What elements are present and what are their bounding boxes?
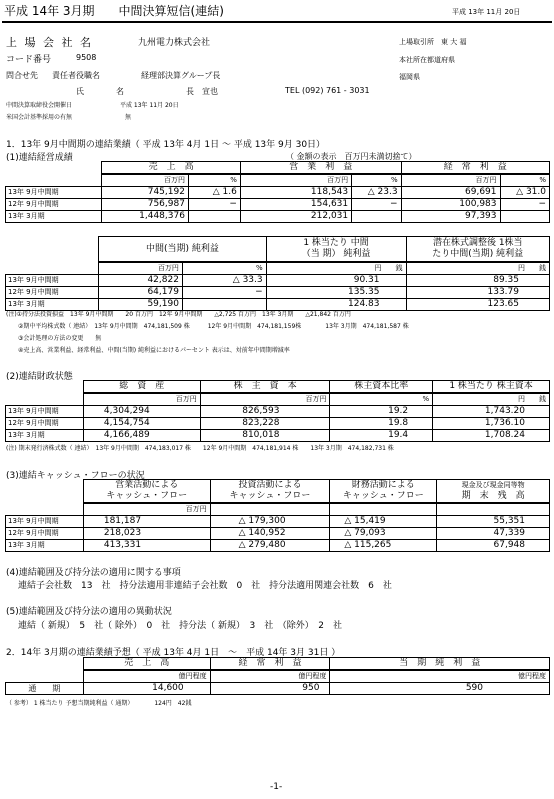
op-change bbox=[352, 211, 401, 223]
assets-value: 4,304,294 bbox=[83, 406, 200, 418]
row-label: 13年 3月期 bbox=[6, 540, 84, 552]
sales-value: 745,192 bbox=[102, 187, 189, 199]
unit-million-yen: 百万円 bbox=[240, 174, 351, 187]
page-number: -1- bbox=[270, 782, 283, 792]
contact-label: 問合せ先 bbox=[6, 71, 38, 80]
unit-note: （ 金額の表示 百万円未満切捨て） bbox=[286, 152, 417, 161]
header-sales: 売 上 高 bbox=[102, 162, 240, 175]
header-investing-cf-line2: キャッシュ・フロー bbox=[229, 491, 311, 501]
unit-yen-sen: 円 銭 bbox=[266, 262, 406, 275]
unit-percent: % bbox=[352, 174, 401, 187]
unit-percent: % bbox=[500, 174, 550, 187]
row-label: 13年 9月中間期 bbox=[6, 275, 99, 287]
row-label: 13年 9月中間期 bbox=[6, 406, 84, 418]
investing-cf-value: △ 140,952 bbox=[210, 528, 330, 540]
cash-flow-table bbox=[5, 479, 550, 552]
section1-title: 1．13年 9月中間期の連結業績（ 平成 13年 4月 1日 〜 平成 13年 9月 30日） bbox=[6, 140, 326, 150]
note-equity-method: (注)①持分法投資損益 13年 9月中間期 20 百万円 12年 9月中間期 △2,725 百万円 13年 3月期 △21,842 百万円 bbox=[6, 311, 351, 318]
ratio-value: 19.2 bbox=[330, 406, 433, 418]
header-operating-cf-line2: キャッシュ・フロー bbox=[106, 491, 188, 501]
document-title: 平成 14年 3月期 中間決算短信(連結) bbox=[4, 4, 224, 18]
board-date: 平成 13年 11月 20日 bbox=[120, 102, 179, 109]
header-ordinary-income: 経 常 利 益 bbox=[401, 162, 549, 175]
unit-oku-yen: 億円程度 bbox=[83, 670, 210, 683]
note-accounting-change: ③会計処理の方法の変更 無 bbox=[6, 335, 102, 342]
unit-yen-sen: 円 銭 bbox=[433, 393, 550, 406]
title-rule bbox=[2, 21, 552, 23]
header-operating-cf-line1: 営業活動による bbox=[115, 480, 179, 490]
code-number: 9508 bbox=[76, 53, 97, 62]
row-label: 13年 3月期 bbox=[6, 299, 99, 311]
header-forecast-ordinary: 経 常 利 益 bbox=[210, 658, 330, 671]
ord-change bbox=[500, 211, 550, 223]
assets-value: 4,154,754 bbox=[83, 418, 200, 430]
table-row bbox=[6, 406, 550, 418]
code-label: コード番号 bbox=[6, 55, 52, 65]
row-label: 13年 3月期 bbox=[6, 211, 102, 223]
row-label: 12年 9月中間期 bbox=[6, 199, 102, 211]
contact-title: 経理部決算グループ長 bbox=[141, 71, 221, 80]
table-row bbox=[6, 430, 550, 442]
equity-value: 826,593 bbox=[200, 406, 330, 418]
section4-body: 連結子会社数 13 社 持分法適用非連結子会社数 0 社 持分法適用関連会社数 6 社 bbox=[18, 581, 392, 591]
ord-change: △ 31.0 bbox=[500, 187, 550, 199]
section2-title: (2)連結財政状態 bbox=[6, 372, 73, 382]
section5-title: (5)連結範囲及び持分法の適用の異動状況 bbox=[6, 607, 172, 617]
table-row bbox=[6, 418, 550, 430]
table-row bbox=[6, 540, 550, 552]
unit-percent: % bbox=[188, 174, 240, 187]
ord-value: 100,983 bbox=[401, 199, 500, 211]
company-name: 九州電力株式会社 bbox=[138, 38, 211, 48]
header-equity: 株 主 資 本 bbox=[200, 381, 330, 394]
financing-cf-value: △ 115,265 bbox=[330, 540, 437, 552]
unit-oku-yen: 億円程度 bbox=[210, 670, 330, 683]
financing-cf-value: △ 79,093 bbox=[330, 528, 437, 540]
section1-subtitle: (1)連結経営成績 bbox=[6, 153, 73, 163]
table-row bbox=[6, 287, 550, 299]
forecast-ordinary-value: 950 bbox=[210, 683, 330, 695]
board-date-label: 中間決算取締役会開催日 bbox=[6, 102, 73, 109]
row-label: 12年 9月中間期 bbox=[6, 287, 99, 299]
header-eps-line2: （当 期） 純利益 bbox=[301, 249, 371, 259]
row-label: 13年 3月期 bbox=[6, 430, 84, 442]
diluted-eps-value: 123.65 bbox=[406, 299, 550, 311]
unit-million-yen: 百万円 bbox=[83, 503, 210, 516]
unit-million-yen: 百万円 bbox=[83, 393, 200, 406]
section5-body: 連結（ 新規） 5 社（ 除外） 0 社 持分法（ 新規） 3 社 （除外） 2 社 bbox=[18, 621, 342, 631]
net-value: 64,179 bbox=[99, 287, 183, 299]
sales-change: − bbox=[188, 199, 240, 211]
bps-value: 1,708.24 bbox=[433, 430, 550, 442]
forecast-sales-value: 14,600 bbox=[83, 683, 210, 695]
forecast-net-value: 590 bbox=[330, 683, 550, 695]
hq-label: 本社所在都道府県 bbox=[399, 56, 455, 64]
sales-change: △ 1.6 bbox=[188, 187, 240, 199]
name-label: 氏 名 bbox=[76, 87, 124, 96]
unit-million-yen: 百万円 bbox=[401, 174, 500, 187]
net-change: − bbox=[182, 287, 266, 299]
ord-change: − bbox=[500, 199, 550, 211]
telephone: TEL (092) 761 - 3031 bbox=[285, 86, 370, 95]
unit-percent: % bbox=[330, 393, 433, 406]
header-financing-cf-line2: キャッシュ・フロー bbox=[342, 491, 424, 501]
ratio-value: 19.4 bbox=[330, 430, 433, 442]
op-value: 154,631 bbox=[240, 199, 351, 211]
net-change: △ 33.3 bbox=[182, 275, 266, 287]
ord-value: 97,393 bbox=[401, 211, 500, 223]
contact-name: 長 宣也 bbox=[186, 87, 218, 96]
unit-percent: % bbox=[182, 262, 266, 275]
eps-value: 90.31 bbox=[266, 275, 406, 287]
investing-cf-value: △ 279,480 bbox=[210, 540, 330, 552]
note-average-shares: ②期中平均株式数（ 連結） 13年 9月中間期 474,181,509 株 12年 9月中間期 474,181,159株 13年 3月期 474,181,587 株 bbox=[6, 323, 409, 330]
header-eps-line1: 1 株当たり 中間 bbox=[303, 238, 369, 248]
company-label: 上 場 会 社 名 bbox=[6, 36, 93, 49]
investing-cf-value: △ 179,300 bbox=[210, 516, 330, 528]
section4-title: (4)連結範囲及び持分法の適用に関する事項 bbox=[6, 568, 181, 578]
op-value: 212,031 bbox=[240, 211, 351, 223]
header-investing-cf-line1: 投資活動による bbox=[238, 480, 302, 490]
equity-value: 823,228 bbox=[200, 418, 330, 430]
header-forecast-net: 当 期 純 利 益 bbox=[330, 658, 550, 671]
sales-value: 756,987 bbox=[102, 199, 189, 211]
note-percent-display: ④売上高、営業利益、経常利益、中間(当期) 純利益におけるパーセント 表示は、対前年中間期増減率 bbox=[6, 347, 290, 354]
operating-cf-value: 218,023 bbox=[83, 528, 210, 540]
forecast-title: 2．14年 3月期の連結業績予想（ 平成 13年 4月 1日 〜 平成 14年 3月 31日 ） bbox=[6, 648, 341, 658]
net-value: 42,822 bbox=[99, 275, 183, 287]
row-label: 12年 9月中間期 bbox=[6, 528, 84, 540]
unit-million-yen: 百万円 bbox=[102, 174, 189, 187]
unit-oku-yen: 億円程度 bbox=[330, 670, 550, 683]
cash-balance-value: 55,351 bbox=[437, 516, 550, 528]
header-cash-line1: 現金及び現金同等物 bbox=[461, 481, 525, 489]
sales-change bbox=[188, 211, 240, 223]
operating-cf-value: 413,331 bbox=[83, 540, 210, 552]
cash-balance-value: 47,339 bbox=[437, 528, 550, 540]
header-forecast-sales: 売 上 高 bbox=[83, 658, 210, 671]
header-bps: 1 株当たり 株主資本 bbox=[433, 381, 550, 394]
cash-balance-value: 67,948 bbox=[437, 540, 550, 552]
operating-results-table bbox=[5, 161, 550, 223]
table-row bbox=[6, 275, 550, 287]
table-row bbox=[6, 199, 550, 211]
stock-exchange: 上場取引所 東 大 福 bbox=[399, 38, 467, 46]
note-shares-outstanding: (注) 期末発行済株式数（ 連結） 13年 9月中間期 474,183,017 株 12年 9月中間期 474,181,914 株 13年 3月期 474,182,731 株 bbox=[6, 445, 394, 452]
contact-title-label: 責任者役職名 bbox=[52, 71, 100, 80]
table-row bbox=[6, 683, 550, 695]
table-row bbox=[6, 187, 550, 199]
report-date: 平成 13年 11月 20日 bbox=[452, 8, 521, 16]
section3-title: (3)連結キャッシュ・フローの状況 bbox=[6, 471, 145, 481]
assets-value: 4,166,489 bbox=[83, 430, 200, 442]
bps-value: 1,736.10 bbox=[433, 418, 550, 430]
eps-value: 135.35 bbox=[266, 287, 406, 299]
row-label: 13年 9月中間期 bbox=[6, 516, 84, 528]
header-financing-cf-line1: 財務活動による bbox=[351, 480, 415, 490]
ord-value: 69,691 bbox=[401, 187, 500, 199]
header-cash-line2: 期 末 残 高 bbox=[461, 491, 525, 501]
header-operating-income: 営 業 利 益 bbox=[240, 162, 401, 175]
eps-value: 124.83 bbox=[266, 299, 406, 311]
net-value: 59,190 bbox=[99, 299, 183, 311]
header-total-assets: 総 資 産 bbox=[83, 381, 200, 394]
diluted-eps-value: 133.79 bbox=[406, 287, 550, 299]
us-gaap-label: 米国会計基準採用の有無 bbox=[6, 114, 73, 121]
header-net-income: 中間(当期) 純利益 bbox=[99, 237, 266, 263]
header-equity-ratio: 株主資本比率 bbox=[330, 381, 433, 394]
op-value: 118,543 bbox=[240, 187, 351, 199]
equity-value: 810,018 bbox=[200, 430, 330, 442]
forecast-eps-reference: （ 参考） 1 株当たり 予想当期純利益（ 通期） 124円 42銭 bbox=[6, 700, 192, 707]
row-label: 13年 9月中間期 bbox=[6, 187, 102, 199]
table-row bbox=[6, 516, 550, 528]
unit-million-yen: 百万円 bbox=[200, 393, 330, 406]
row-label: 12年 9月中間期 bbox=[6, 418, 84, 430]
forecast-table bbox=[5, 657, 550, 695]
header-diluted-eps-line1: 潜在株式調整後 1株当 bbox=[432, 238, 523, 248]
bps-value: 1,743.20 bbox=[433, 406, 550, 418]
us-gaap-value: 無 bbox=[125, 114, 132, 121]
net-income-table bbox=[5, 236, 550, 311]
financing-cf-value: △ 15,419 bbox=[330, 516, 437, 528]
hq-prefecture: 福岡県 bbox=[399, 73, 420, 81]
ratio-value: 19.8 bbox=[330, 418, 433, 430]
table-row bbox=[6, 211, 550, 223]
op-change: △ 23.3 bbox=[352, 187, 401, 199]
unit-million-yen: 百万円 bbox=[99, 262, 183, 275]
op-change: − bbox=[352, 199, 401, 211]
diluted-eps-value: 89.35 bbox=[406, 275, 550, 287]
operating-cf-value: 181,187 bbox=[83, 516, 210, 528]
financial-position-table bbox=[5, 380, 550, 442]
sales-value: 1,448,376 bbox=[102, 211, 189, 223]
row-label: 通 期 bbox=[6, 683, 84, 695]
header-diluted-eps-line2: たり中間(当期) 純利益 bbox=[432, 249, 524, 259]
table-row bbox=[6, 528, 550, 540]
unit-yen-sen: 円 銭 bbox=[406, 262, 550, 275]
